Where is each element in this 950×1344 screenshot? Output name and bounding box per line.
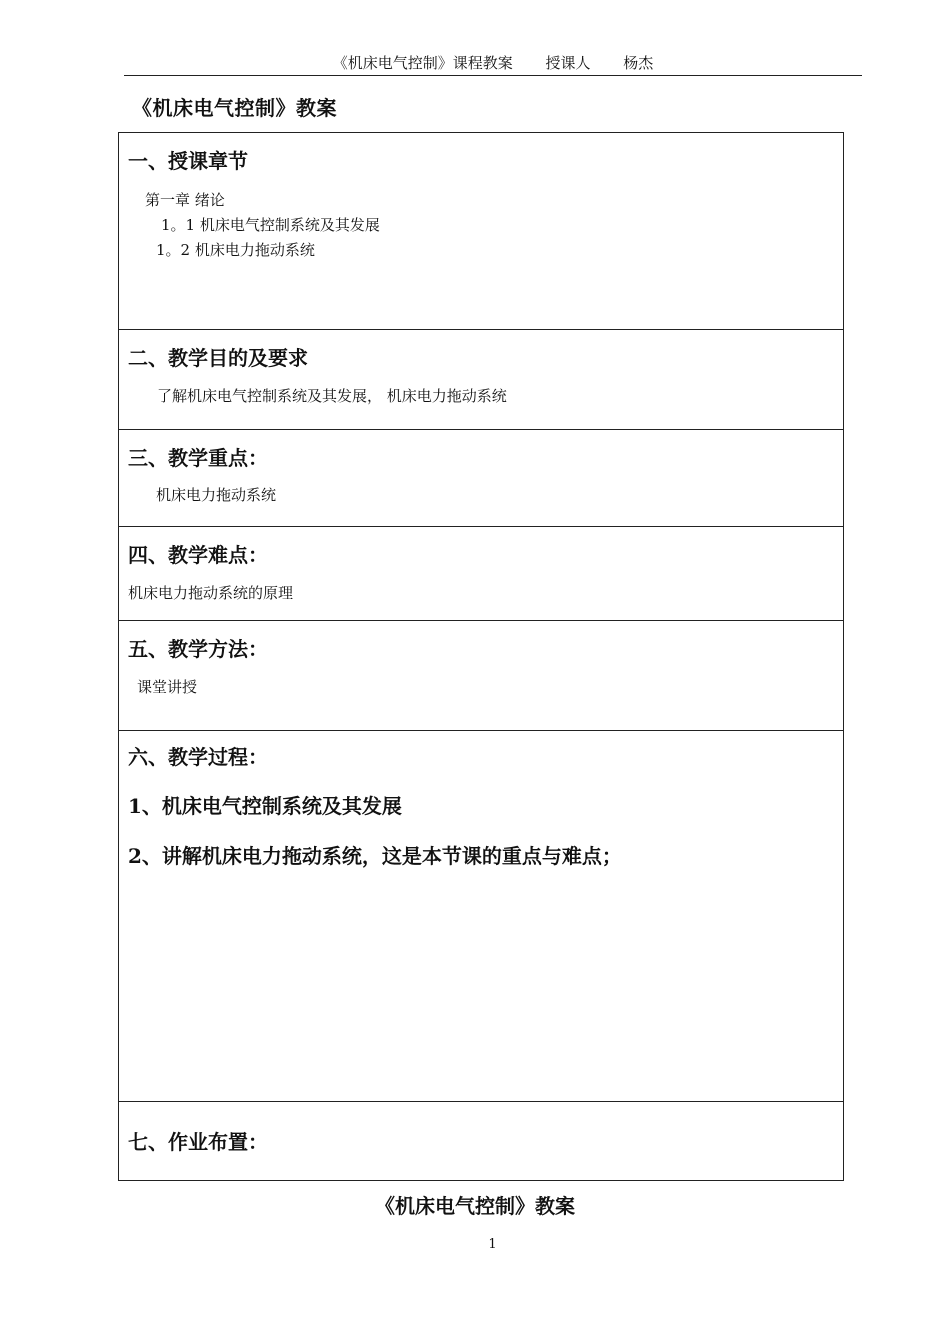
- section-heading: 四、教学难点：: [128, 543, 268, 567]
- section-heading: 七、作业布置：: [128, 1130, 268, 1154]
- section-heading: 一、授课章节: [128, 149, 248, 173]
- section-heading: 三、教学重点：: [128, 446, 268, 470]
- chapter-line: 1。2 机床电力拖动系统: [156, 241, 315, 259]
- page-number: 1: [488, 1237, 497, 1252]
- chapter-line: 第一章 绪论: [145, 191, 225, 209]
- section-text: 机床电力拖动系统的原理: [128, 584, 294, 602]
- section-objectives: [119, 330, 843, 430]
- section-process: [119, 731, 843, 1102]
- section-chapter: [119, 133, 843, 330]
- header-course-title: 《机床电气控制》课程教案: [332, 54, 513, 72]
- section-key-points: [119, 430, 843, 527]
- page-header: [124, 52, 862, 76]
- section-methods: [119, 621, 843, 731]
- document-title: 《机床电气控制》教案: [132, 96, 337, 120]
- section-heading: 二、教学目的及要求: [128, 346, 308, 370]
- process-item: 1、机床电气控制系统及其发展: [128, 794, 402, 818]
- section-homework: [119, 1102, 843, 1182]
- header-teacher-label: 授课人: [545, 54, 591, 72]
- process-item: 2、讲解机床电力拖动系统，这是本节课的重点与难点；: [128, 844, 622, 868]
- section-text: 了解机床电气控制系统及其发展， 机床电力拖动系统: [157, 387, 507, 405]
- section-text: 机床电力拖动系统: [156, 486, 277, 504]
- section-heading: 六、教学过程：: [128, 745, 268, 769]
- section-difficulties: [119, 527, 843, 621]
- header-teacher-name: 杨杰: [623, 54, 654, 72]
- section-text: 课堂讲授: [137, 678, 198, 696]
- next-page-title: 《机床电气控制》教案: [375, 1194, 575, 1218]
- chapter-line: 1。1 机床电气控制系统及其发展: [161, 216, 380, 234]
- section-heading: 五、教学方法：: [128, 637, 268, 661]
- lesson-plan-table: [118, 132, 844, 1181]
